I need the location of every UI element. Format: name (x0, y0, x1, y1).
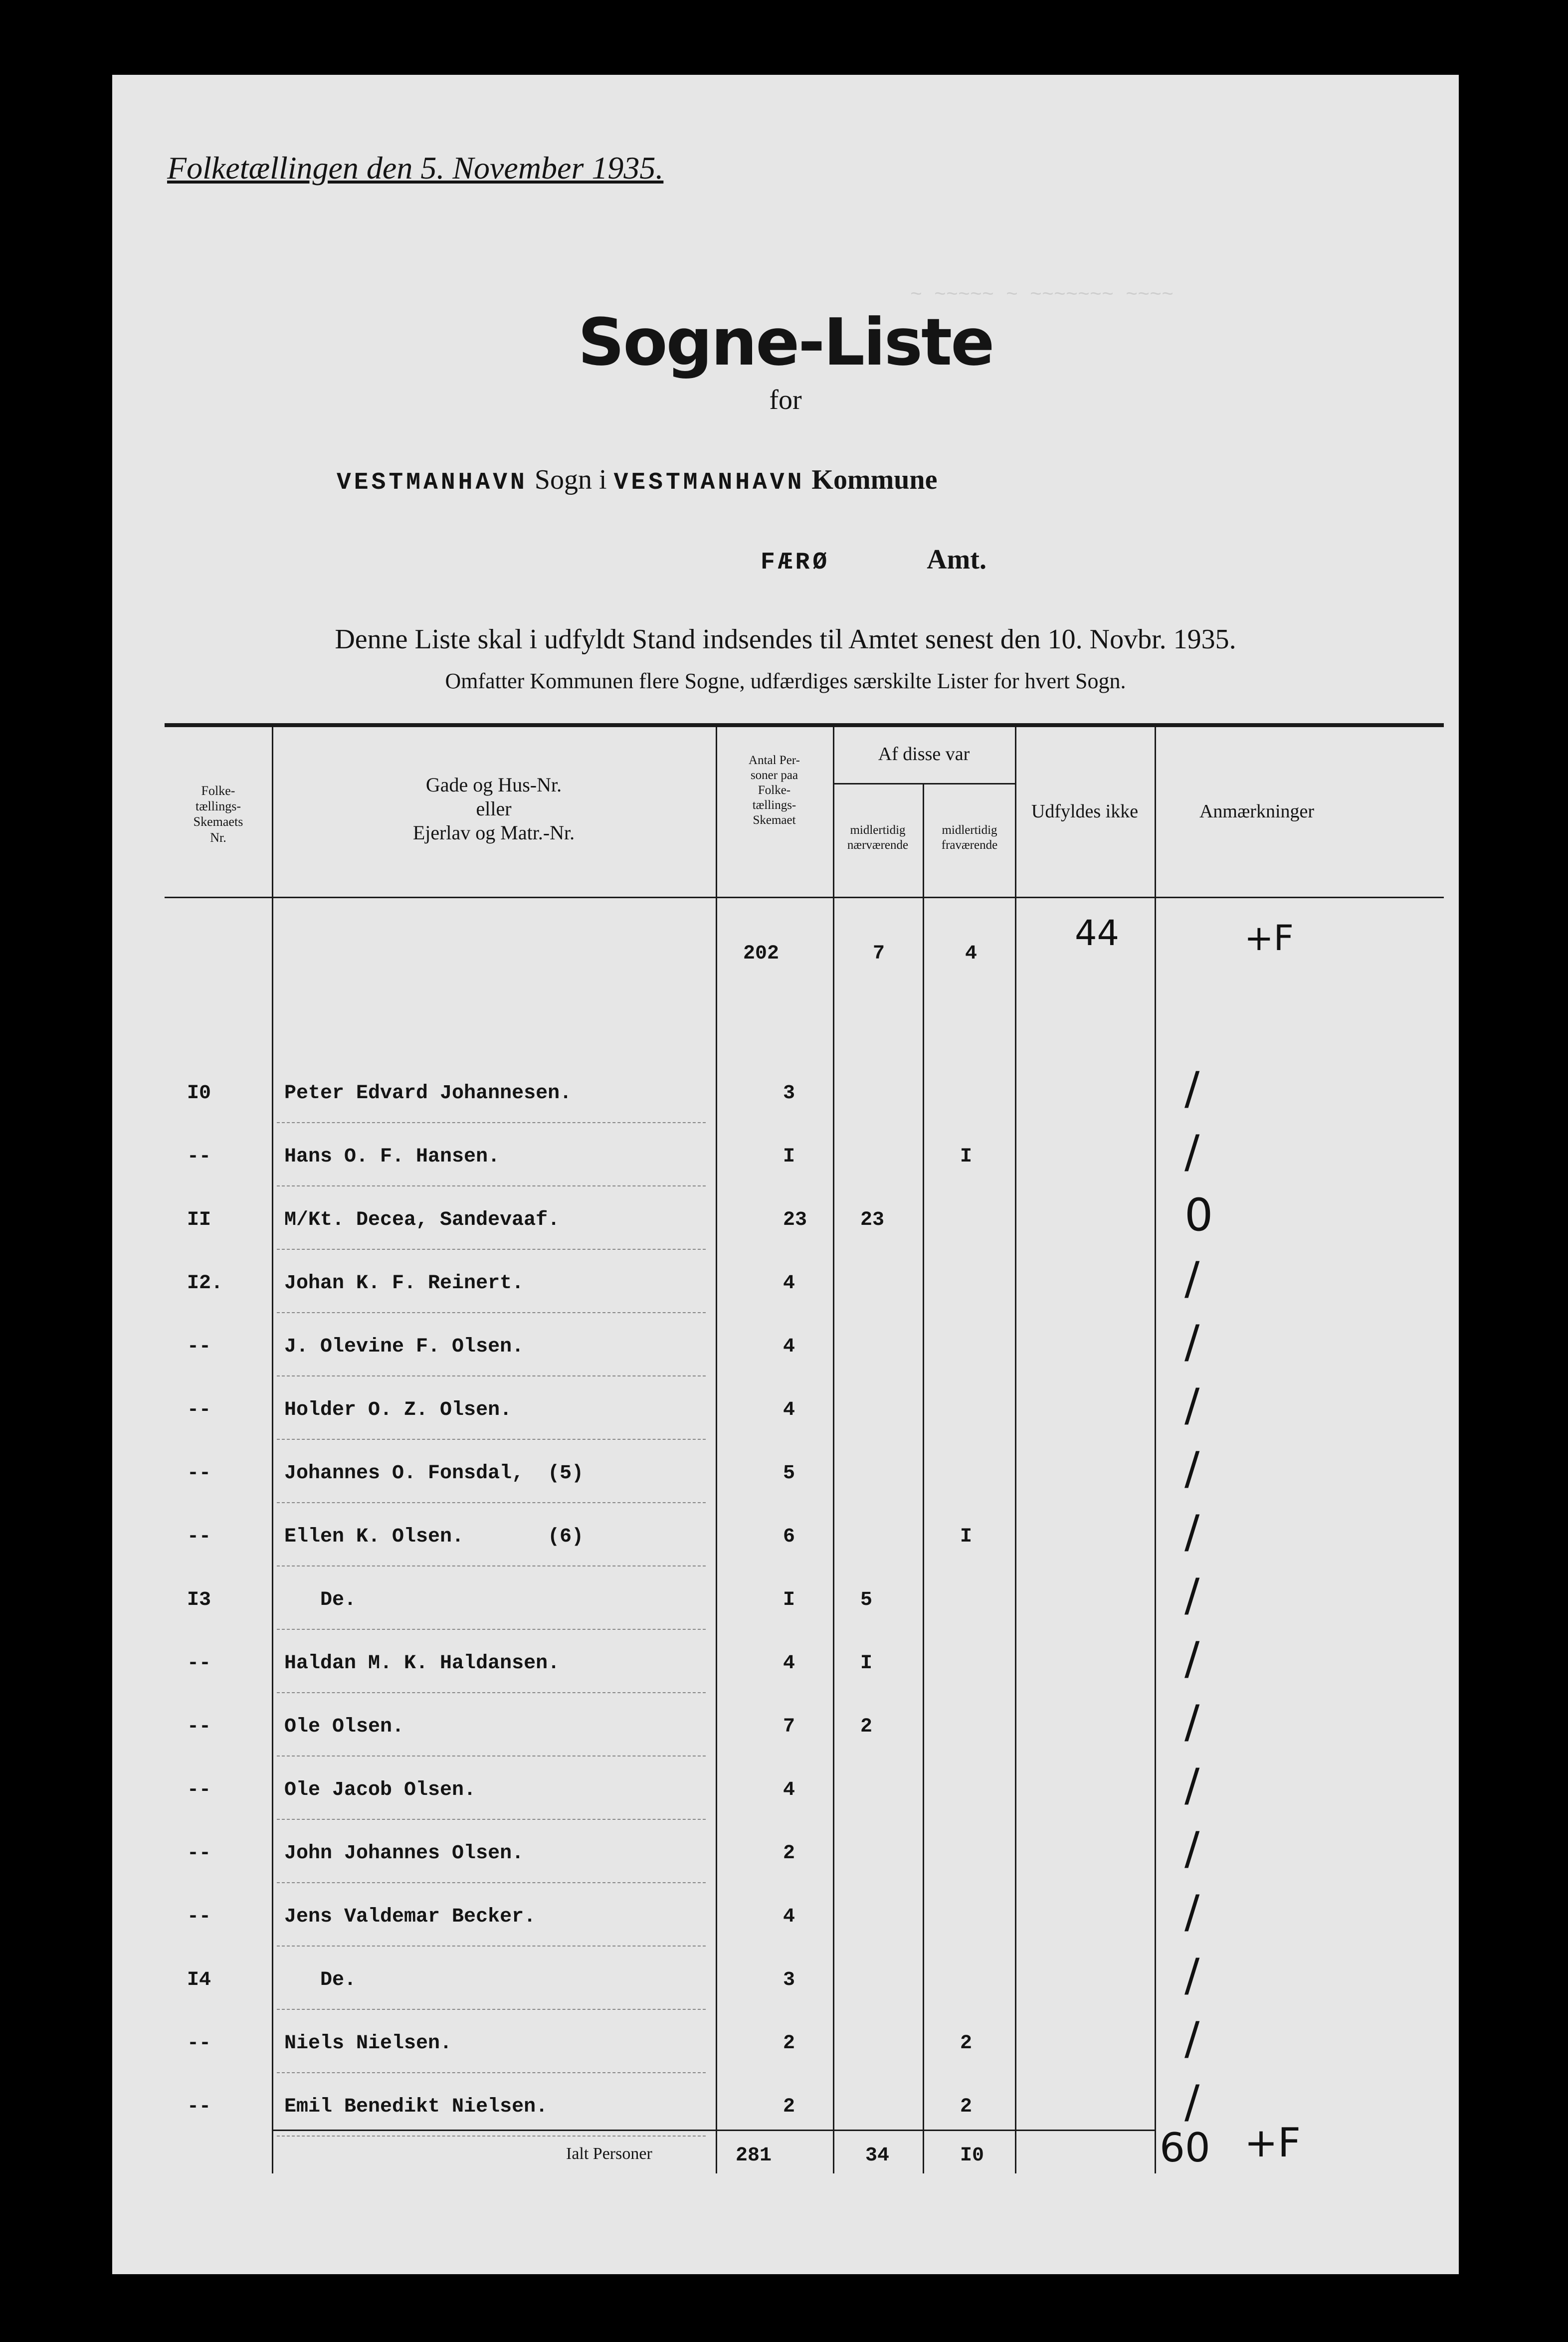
row-udf-mark: / (1184, 1886, 1200, 1938)
row-persons: 4 (783, 1336, 795, 1358)
carry-frav: 4 (965, 943, 978, 965)
carry-naer: 7 (873, 943, 885, 965)
table-row (112, 1632, 1459, 1697)
row-name: J. Olevine F. Olsen. (284, 1336, 524, 1358)
row-dashline (277, 1185, 706, 1186)
row-dashline (277, 2136, 706, 2137)
row-naer: 2 (860, 1716, 873, 1738)
totals-rule (272, 2130, 1155, 2131)
table-row (112, 1316, 1459, 1380)
row-dashline (277, 1375, 706, 1376)
row-name: John Johannes Olsen. (284, 1842, 524, 1865)
row-nr: -- (187, 1716, 211, 1738)
row-udf-mark: / (1184, 1759, 1200, 1811)
row-udf-mark: / (1184, 1632, 1200, 1685)
carry-udf: 44 (1075, 913, 1120, 954)
af-disse-rule (833, 783, 1015, 784)
row-udf-mark: / (1184, 1316, 1200, 1368)
row-persons: 2 (783, 1842, 795, 1865)
amt-name: FÆRØ (761, 549, 830, 576)
table-row (112, 1252, 1459, 1317)
row-persons: 4 (783, 1652, 795, 1675)
sogn-name: VESTMANHAVN (337, 469, 528, 496)
header-af-disse: Af disse var (878, 744, 970, 765)
table-row (112, 1126, 1459, 1190)
row-persons: 4 (783, 1272, 795, 1295)
row-dashline (277, 1882, 706, 1883)
row-nr: I4 (187, 1969, 211, 1991)
kommune-label: Kommune (811, 464, 938, 495)
table-row (112, 1886, 1459, 1951)
row-nr: I2. (187, 1272, 223, 1295)
row-udf-mark: / (1184, 1569, 1200, 1621)
row-persons: 4 (783, 1906, 795, 1928)
table-row (112, 1506, 1459, 1570)
table-row (112, 1442, 1459, 1507)
for-word: for (769, 385, 802, 415)
row-dashline (277, 1946, 706, 1947)
row-name: Jens Valdemar Becker. (284, 1906, 536, 1928)
row-name: De. (284, 1589, 357, 1611)
row-nr: I0 (187, 1082, 211, 1105)
row-udf-mark: / (1184, 1062, 1200, 1115)
totals-anm: +F (1244, 2120, 1301, 2166)
table-row (112, 1949, 1459, 2014)
row-name: De. (284, 1969, 357, 1991)
header-persons: Antal Per- soner paa Folke- tællings- Skemaet (749, 754, 800, 827)
row-persons: 7 (783, 1716, 795, 1738)
row-name: Ellen K. Olsen. (6) (284, 1526, 584, 1548)
instruction-line-1: Denne Liste skal i udfyldt Stand indsendes til Amtet senest den 10. Novbr. 1935. (335, 624, 1236, 655)
row-persons: 23 (783, 1209, 807, 1231)
carry-anm: +F (1244, 918, 1294, 959)
row-dashline (277, 1312, 706, 1313)
row-nr: -- (187, 2032, 211, 2055)
row-nr: -- (187, 1842, 211, 1865)
header-midl-frav: midlertidig fraværende (941, 823, 998, 852)
row-name: Hans O. F. Hansen. (284, 1146, 500, 1168)
carry-row (112, 913, 1459, 982)
row-name: Peter Edvard Johannesen. (284, 1082, 572, 1105)
totals-udf: 60 (1160, 2125, 1210, 2171)
row-dashline (277, 1249, 706, 1250)
row-dashline (277, 1565, 706, 1566)
row-nr: -- (187, 1146, 211, 1168)
header-address: Gade og Hus-Nr. eller Ejerlav og Matr.-Nr. (412, 774, 575, 844)
row-udf-mark: / (1184, 1252, 1200, 1305)
row-name: Haldan M. K. Haldansen. (284, 1652, 560, 1675)
row-nr: -- (187, 1336, 211, 1358)
row-persons: 2 (783, 2096, 795, 2118)
row-dashline (277, 1629, 706, 1630)
row-persons: 4 (783, 1399, 795, 1421)
table-row (112, 1379, 1459, 1444)
sogn-label: Sogn i (534, 464, 607, 495)
row-nr: II (187, 1209, 211, 1231)
row-persons: I (783, 1589, 795, 1611)
row-persons: 5 (783, 1462, 795, 1485)
totals-label: Ialt Personer (566, 2145, 652, 2163)
totals-frav: I0 (960, 2145, 984, 2167)
row-frav: I (960, 1526, 973, 1548)
header-midl-naer: midlertidig nærværende (847, 823, 909, 852)
row-nr: -- (187, 1906, 211, 1928)
carry-persons: 202 (743, 943, 780, 965)
row-name: Johan K. F. Reinert. (284, 1272, 524, 1295)
row-name: Emil Benedikt Nielsen. (284, 2096, 548, 2118)
row-naer: 23 (860, 1209, 885, 1231)
row-frav: I (960, 1146, 973, 1168)
row-name: Ole Jacob Olsen. (284, 1779, 476, 1801)
row-udf-mark: / (1184, 1379, 1200, 1431)
row-dashline (277, 1502, 706, 1503)
row-persons: 6 (783, 1526, 795, 1548)
row-name: M/Kt. Decea, Sandevaaf. (284, 1209, 560, 1231)
header-bottom-rule (165, 897, 1444, 898)
row-nr: -- (187, 1399, 211, 1421)
bleed-through-text: ~ ~~~~~ ~ ~~~~~~~ ~~~~ (910, 284, 1174, 307)
totals-persons: 281 (736, 2145, 772, 2167)
row-udf-mark: 0 (1184, 1189, 1213, 1241)
row-udf-mark: / (1184, 1949, 1200, 2001)
row-udf-mark: / (1184, 1506, 1200, 1558)
row-naer: I (860, 1652, 873, 1675)
instruction-line-2: Omfatter Kommunen flere Sogne, udfærdiges særskilte Lister for hvert Sogn. (445, 669, 1126, 693)
table-top-rule (165, 723, 1444, 727)
header-udfyldes: Udfyldes ikke (1031, 801, 1139, 822)
row-dashline (277, 1439, 706, 1440)
table-row (112, 1759, 1459, 1824)
table-row (112, 1569, 1459, 1634)
header-anm: Anmærkninger (1199, 801, 1315, 822)
row-dashline (277, 2009, 706, 2010)
row-dashline (277, 2072, 706, 2073)
page-title: Sogne-Liste (578, 304, 993, 380)
row-naer: 5 (860, 1589, 873, 1611)
row-persons: 4 (783, 1779, 795, 1801)
row-name: Holder O. Z. Olsen. (284, 1399, 512, 1421)
row-dashline (277, 1692, 706, 1693)
amt-line (761, 544, 986, 576)
row-udf-mark: / (1184, 2012, 1200, 2065)
census-header: Folketællingen den 5. November 1935. (167, 150, 664, 186)
row-name: Ole Olsen. (284, 1716, 404, 1738)
table-row (112, 2012, 1459, 2077)
header-skema-nr: Folke- tællings- Skemaets Nr. (193, 783, 243, 845)
table-row (112, 1062, 1459, 1127)
row-nr: -- (187, 2096, 211, 2118)
row-persons: 2 (783, 2032, 795, 2055)
row-name: Niels Nielsen. (284, 2032, 452, 2055)
table-row (112, 1822, 1459, 1887)
kommune-name: VESTMANHAVN (613, 469, 805, 496)
row-nr: -- (187, 1779, 211, 1801)
row-udf-mark: / (1184, 1126, 1200, 1178)
row-nr: -- (187, 1462, 211, 1485)
row-frav: 2 (960, 2096, 973, 2118)
row-dashline (277, 1819, 706, 1820)
totals-naer: 34 (865, 2145, 890, 2167)
amt-label: Amt. (927, 544, 986, 575)
row-udf-mark: / (1184, 1822, 1200, 1875)
row-persons: I (783, 1146, 795, 1168)
row-persons: 3 (783, 1082, 795, 1105)
row-dashline (277, 1122, 706, 1123)
row-nr: -- (187, 1652, 211, 1675)
row-persons: 3 (783, 1969, 795, 1991)
row-nr: I3 (187, 1589, 211, 1611)
row-frav: 2 (960, 2032, 973, 2055)
row-nr: -- (187, 1526, 211, 1548)
table-row (112, 1189, 1459, 1254)
row-udf-mark: / (1184, 1696, 1200, 1748)
row-udf-mark: / (1184, 2076, 1200, 2128)
row-name: Johannes O. Fonsdal, (5) (284, 1462, 584, 1485)
census-page (112, 75, 1459, 2274)
table-row (112, 1696, 1459, 1760)
sogn-line (337, 464, 937, 496)
row-udf-mark: / (1184, 1442, 1200, 1495)
